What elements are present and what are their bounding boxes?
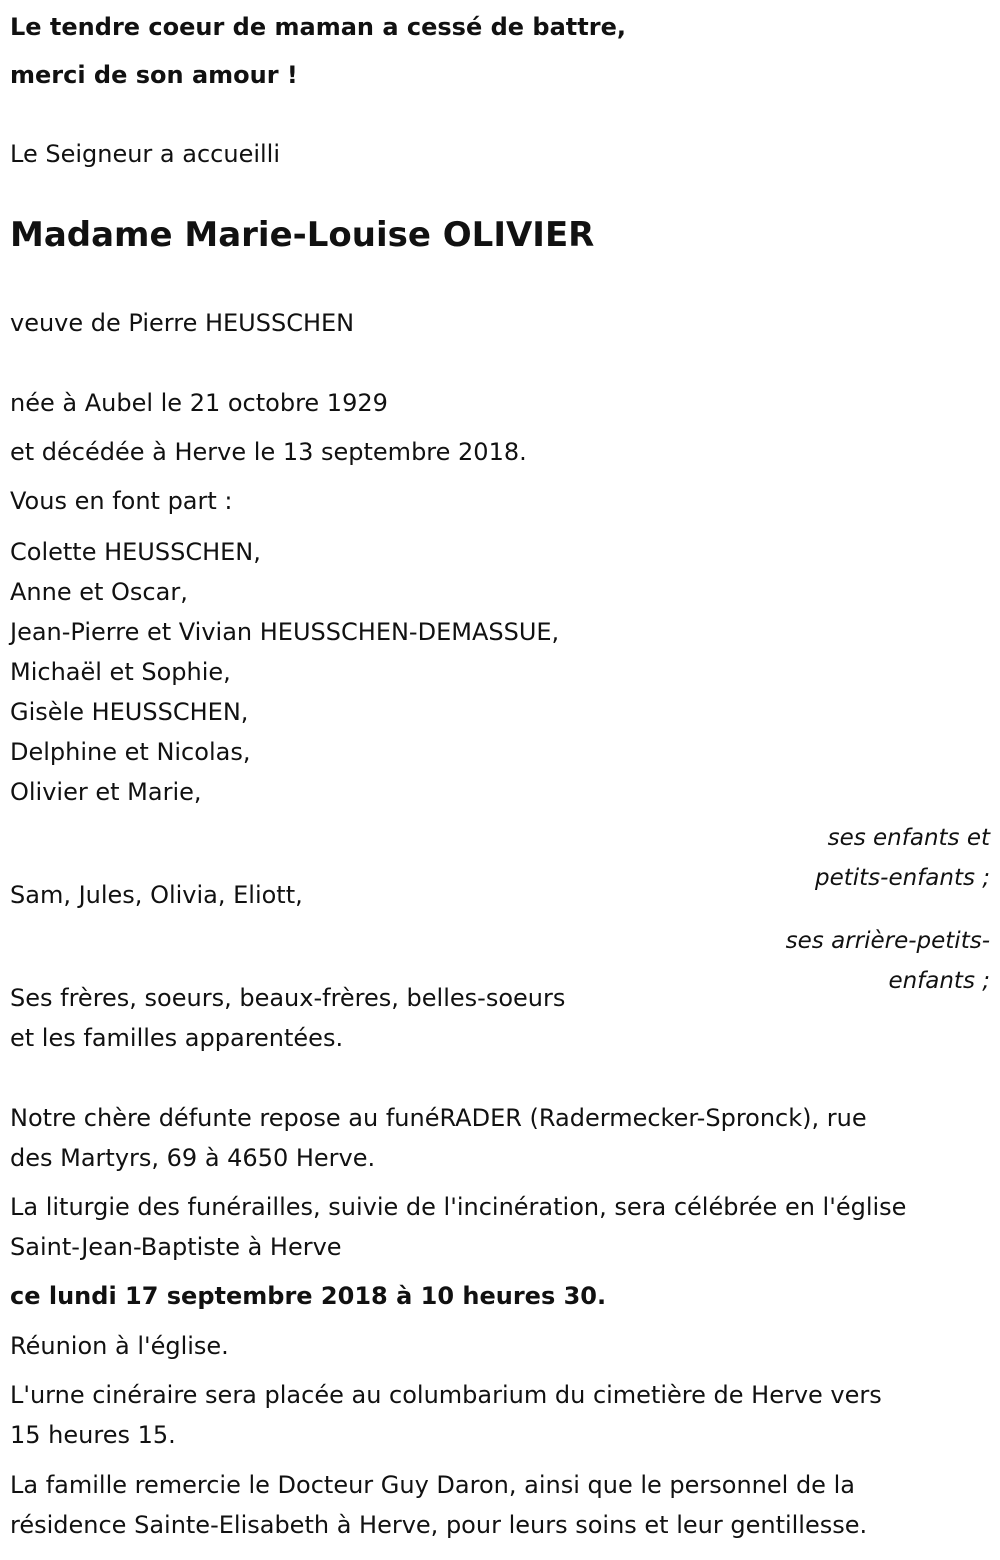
urn-line-1: L'urne cinéraire sera placée au columbarium du cimetière de Herve vers — [10, 1381, 882, 1409]
birth-info: née à Aubel le 21 octobre 1929 — [10, 389, 388, 417]
liturgy-line-1: La liturgie des funérailles, suivie de l'incinération, sera célébrée en l'église — [10, 1193, 907, 1221]
announce-text: Vous en font part : — [10, 487, 233, 515]
great-grandchildren-role-line-1: ses arrière-petits- — [785, 928, 990, 954]
great-grandchildren: Sam, Jules, Olivia, Eliott, — [10, 881, 303, 909]
list-item: Delphine et Nicolas, — [10, 738, 251, 766]
thanks-line-2: résidence Sainte-Elisabeth à Herve, pour leurs soins et leur gentillesse. — [10, 1511, 868, 1539]
rest-place-line-2: des Martyrs, 69 à 4650 Herve. — [10, 1144, 376, 1172]
list-item: Jean-Pierre et Vivian HEUSSCHEN-DEMASSUE, — [10, 618, 560, 646]
siblings-line-1: Ses frères, soeurs, beaux-frères, belles-soeurs — [10, 984, 566, 1012]
liturgy-line-2: Saint-Jean-Baptiste à Herve — [10, 1233, 342, 1261]
meeting-info: Réunion à l'église. — [10, 1332, 229, 1360]
thanks-line-1: La famille remercie le Docteur Guy Daron, ainsi que le personnel de la — [10, 1471, 855, 1499]
widow-of: veuve de Pierre HEUSSCHEN — [10, 309, 355, 337]
great-grandchildren-role-line-2: enfants ; — [888, 968, 990, 994]
header-line-1: Le tendre coeur de maman a cessé de battre, — [10, 13, 626, 41]
obituary-notice — [10, 0, 990, 1560]
intro-text: Le Seigneur a accueilli — [10, 140, 281, 168]
rest-place-line-1: Notre chère défunte repose au funéRADER (Radermecker-Spronck), rue — [10, 1104, 867, 1132]
children-role-line-2: petits-enfants ; — [814, 865, 990, 891]
siblings-line-2: et les familles apparentées. — [10, 1024, 344, 1052]
header-line-2: merci de son amour ! — [10, 61, 298, 89]
list-item: Anne et Oscar, — [10, 578, 188, 606]
list-item: Colette HEUSSCHEN, — [10, 538, 261, 566]
list-item: Gisèle HEUSSCHEN, — [10, 698, 249, 726]
list-item: Olivier et Marie, — [10, 778, 202, 806]
list-item: Michaël et Sophie, — [10, 658, 231, 686]
deceased-name: Madame Marie-Louise OLIVIER — [10, 215, 595, 255]
children-role-line-1: ses enfants et — [827, 825, 990, 851]
ceremony-date: ce lundi 17 septembre 2018 à 10 heures 30. — [10, 1282, 607, 1310]
death-info: et décédée à Herve le 13 septembre 2018. — [10, 438, 527, 466]
urn-line-2: 15 heures 15. — [10, 1421, 176, 1449]
